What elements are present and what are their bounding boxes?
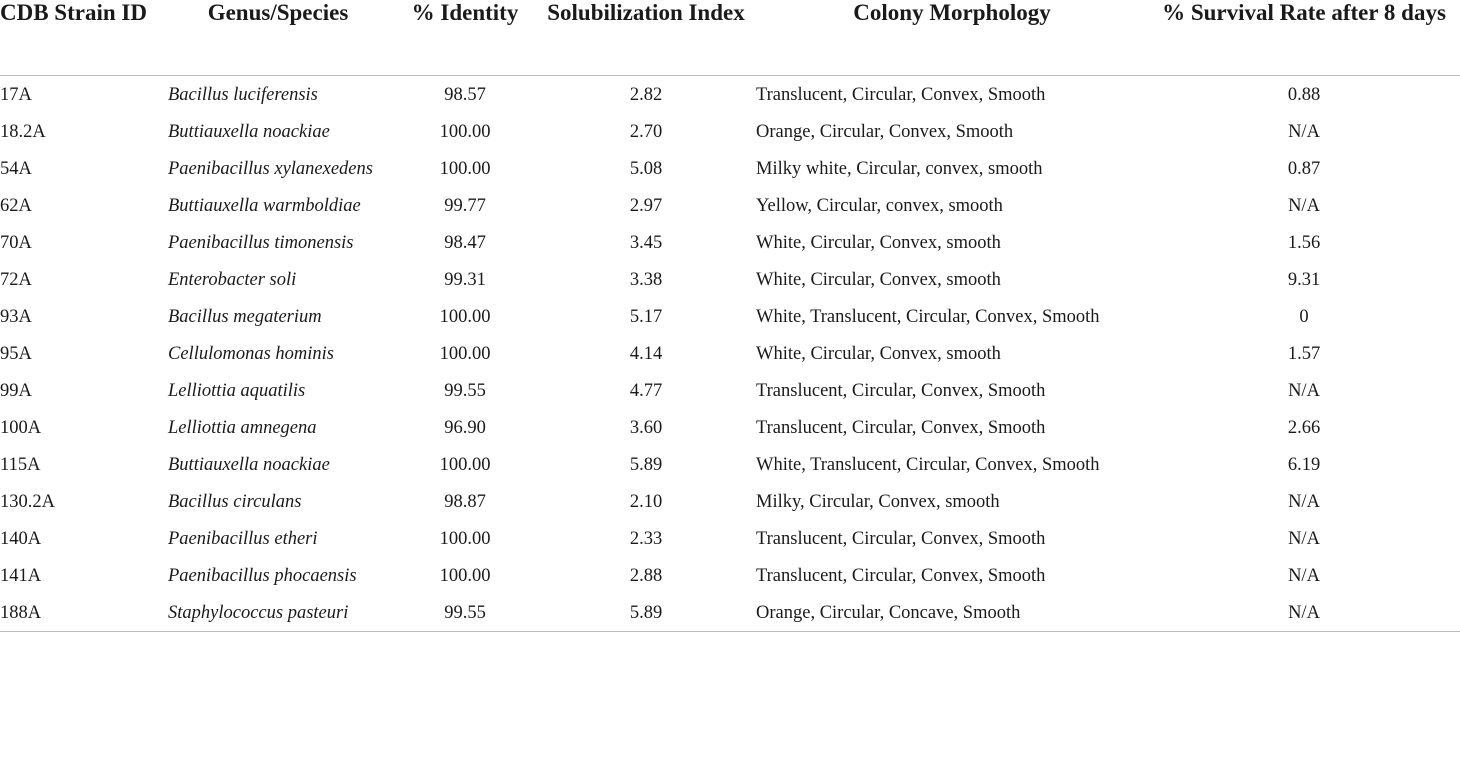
header-solubilization-index: Solubilization Index — [542, 0, 756, 76]
cell-colony-morphology: Translucent, Circular, Convex, Smooth — [756, 418, 1046, 438]
cell-colony-morphology: White, Translucent, Circular, Convex, Smooth — [756, 455, 1100, 475]
cell-strain-id: 188A — [0, 594, 168, 632]
cell-strain-id: 115A — [0, 455, 41, 475]
cell-colony-morphology: Milky, Circular, Convex, smooth — [756, 492, 1000, 512]
cell-colony-morphology: White, Circular, Convex, smooth — [756, 344, 1001, 364]
cell-identity: 100.00 — [439, 344, 491, 364]
table-row — [0, 372, 1460, 409]
cell-colony-morphology: Translucent, Circular, Convex, Smooth — [756, 381, 1046, 401]
cell-genus-species: Staphylococcus pasteuri — [168, 594, 394, 632]
cell-strain-id: 140A — [0, 529, 42, 549]
cell-survival-rate: 0.88 — [1287, 85, 1321, 105]
cell-survival-rate: 1.56 — [1287, 233, 1321, 253]
table-row — [0, 446, 1460, 483]
cell-solubilization-index: 2.97 — [629, 196, 663, 216]
cell-colony-morphology: Orange, Circular, Convex, Smooth — [756, 122, 1014, 142]
header-survival-rate: % Survival Rate after 8 days — [1154, 0, 1460, 76]
cell-strain-id: 54A — [0, 159, 32, 179]
cell-strain-id: 62A — [0, 196, 32, 216]
cell-identity: 100.00 — [439, 529, 491, 549]
cell-survival-rate: 2.66 — [1287, 418, 1321, 438]
table-row — [0, 409, 1460, 446]
cell-genus-species: Paenibacillus xylanexedens — [168, 159, 373, 179]
cell-survival-rate: 0 — [1299, 307, 1309, 327]
cell-identity: 100.00 — [439, 455, 491, 475]
cell-colony-morphology: Translucent, Circular, Convex, Smooth — [756, 566, 1046, 586]
cell-survival-rate: 9.31 — [1287, 270, 1321, 290]
cell-solubilization-index: 4.14 — [629, 344, 663, 364]
cell-survival-rate: N/A — [1154, 594, 1460, 632]
table-row — [0, 594, 1460, 632]
cell-survival-rate: N/A — [1288, 529, 1320, 549]
cell-genus-species: Bacillus megaterium — [168, 307, 322, 327]
table-row — [0, 298, 1460, 335]
cell-colony-morphology: White, Circular, Convex, smooth — [756, 270, 1001, 290]
cell-colony-morphology: Translucent, Circular, Convex, Smooth — [756, 529, 1046, 549]
header-identity: % Identity — [394, 0, 542, 76]
cell-strain-id: 130.2A — [0, 492, 55, 512]
table-row — [0, 76, 1460, 114]
cell-identity: 100.00 — [439, 159, 491, 179]
cell-survival-rate: N/A — [1288, 566, 1320, 586]
table-row — [0, 483, 1460, 520]
table-row — [0, 520, 1460, 557]
cell-survival-rate: 1.57 — [1287, 344, 1321, 364]
cell-identity: 100.00 — [439, 122, 491, 142]
cell-identity: 98.87 — [444, 492, 486, 512]
cell-survival-rate: N/A — [1288, 381, 1320, 401]
table-row — [0, 224, 1460, 261]
cell-identity: 98.47 — [444, 233, 486, 253]
table-header-row — [0, 0, 1460, 76]
cell-solubilization-index: 5.17 — [629, 307, 663, 327]
table-row — [0, 557, 1460, 594]
cell-identity: 100.00 — [439, 307, 491, 327]
cell-genus-species: Paenibacillus etheri — [168, 529, 318, 549]
cell-strain-id: 18.2A — [0, 122, 46, 142]
cell-strain-id: 100A — [0, 418, 42, 438]
cell-genus-species: Cellulomonas hominis — [168, 344, 334, 364]
header-genus-species: Genus/Species — [168, 0, 394, 76]
cell-survival-rate: 6.19 — [1287, 455, 1321, 475]
cell-survival-rate: N/A — [1288, 492, 1320, 512]
cell-solubilization-index: 3.45 — [629, 233, 663, 253]
cell-identity: 99.55 — [394, 594, 542, 632]
cell-colony-morphology: Milky white, Circular, convex, smooth — [756, 159, 1043, 179]
cell-colony-morphology: White, Translucent, Circular, Convex, Smooth — [756, 307, 1100, 327]
cell-identity: 99.31 — [444, 270, 486, 290]
cell-strain-id: 95A — [0, 344, 32, 364]
cell-survival-rate: N/A — [1288, 196, 1320, 216]
cell-solubilization-index: 4.77 — [629, 381, 663, 401]
cell-strain-id: 141A — [0, 566, 42, 586]
cell-genus-species: Lelliottia aquatilis — [168, 381, 306, 401]
cell-strain-id: 72A — [0, 270, 32, 290]
cell-identity: 99.77 — [444, 196, 486, 216]
cell-strain-id: 99A — [0, 381, 32, 401]
table-row — [0, 335, 1460, 372]
cell-solubilization-index: 3.38 — [629, 270, 663, 290]
cell-genus-species: Buttiauxella warmboldiae — [168, 196, 361, 216]
table-row — [0, 150, 1460, 187]
cell-solubilization-index: 2.10 — [629, 492, 663, 512]
header-strain-id: CDB Strain ID — [0, 0, 168, 76]
cell-colony-morphology: White, Circular, Convex, smooth — [756, 233, 1001, 253]
cell-genus-species: Buttiauxella noackiae — [168, 455, 330, 475]
cell-genus-species: Bacillus circulans — [168, 492, 302, 512]
cell-solubilization-index: 2.82 — [629, 85, 663, 105]
cell-genus-species: Bacillus luciferensis — [168, 85, 318, 105]
cell-strain-id: 17A — [0, 85, 32, 105]
cell-genus-species: Paenibacillus phocaensis — [168, 566, 357, 586]
header-colony-morphology: Colony Morphology — [756, 0, 1154, 76]
cell-genus-species: Paenibacillus timonensis — [168, 233, 354, 253]
cell-genus-species: Buttiauxella noackiae — [168, 122, 330, 142]
cell-identity: 98.57 — [444, 85, 486, 105]
cell-strain-id: 70A — [0, 233, 32, 253]
cell-colony-morphology: Translucent, Circular, Convex, Smooth — [756, 85, 1046, 105]
cell-identity: 96.90 — [444, 418, 486, 438]
cell-solubilization-index: 3.60 — [629, 418, 663, 438]
cell-colony-morphology: Yellow, Circular, convex, smooth — [756, 196, 1003, 216]
table-body — [0, 76, 1460, 632]
cell-genus-species: Enterobacter soli — [168, 270, 297, 290]
cell-solubilization-index: 5.89 — [629, 455, 663, 475]
table-row — [0, 113, 1460, 150]
cell-survival-rate: 0.87 — [1287, 159, 1321, 179]
cell-solubilization-index: 5.89 — [542, 594, 756, 632]
table-row — [0, 261, 1460, 298]
cell-identity: 100.00 — [439, 566, 491, 586]
cell-strain-id: 93A — [0, 307, 32, 327]
cell-solubilization-index: 2.33 — [629, 529, 663, 549]
cell-colony-morphology: Orange, Circular, Concave, Smooth — [756, 594, 1154, 632]
cell-solubilization-index: 5.08 — [629, 159, 663, 179]
cell-identity: 99.55 — [444, 381, 486, 401]
cell-survival-rate: N/A — [1288, 122, 1320, 142]
cell-solubilization-index: 2.70 — [629, 122, 663, 142]
cell-genus-species: Lelliottia amnegena — [168, 418, 317, 438]
table-row — [0, 187, 1460, 224]
cell-solubilization-index: 2.88 — [629, 566, 663, 586]
